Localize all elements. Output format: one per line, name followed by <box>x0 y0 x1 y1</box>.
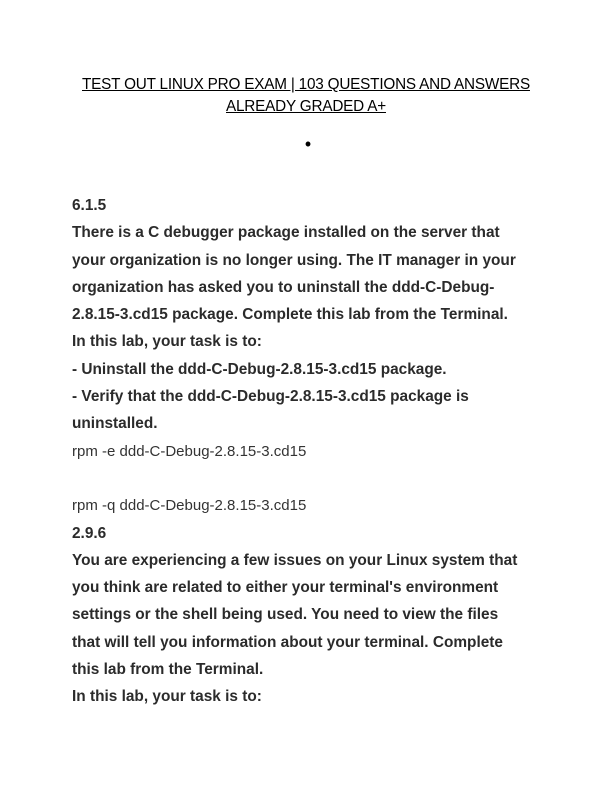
question-text-line: - Verify that the ddd-C-Debug-2.8.15-3.cd15 package is <box>72 388 469 406</box>
question-text-line: There is a C debugger package installed on the server that <box>72 224 500 242</box>
question-text-line: uninstalled. <box>72 415 158 433</box>
question-text-line: settings or the shell being used. You need to view the files <box>72 606 499 624</box>
question-text-line: you think are related to either your terminal's environment <box>72 579 499 597</box>
question-number: 2.9.6 <box>72 524 107 542</box>
document-body <box>72 192 552 711</box>
question-text-line: this lab from the Terminal. <box>72 661 264 679</box>
question-text-line: In this lab, your task is to: <box>72 333 262 351</box>
question-text-line: organization has asked you to uninstall the ddd-C-Debug- <box>72 278 495 296</box>
answer-line: rpm -q ddd-C-Debug-2.8.15-3.cd15 <box>72 497 307 515</box>
question-text-line: In this lab, your task is to: <box>72 688 262 706</box>
answer-line: rpm -e ddd-C-Debug-2.8.15-3.cd15 <box>72 442 307 460</box>
document-title <box>60 74 552 118</box>
question-text-line: that will tell you information about your terminal. Complete <box>72 633 503 651</box>
question-text-line: your organization is no longer using. The IT manager in your <box>72 251 516 269</box>
bullet-mark: • <box>304 134 312 154</box>
question-text-line: - Uninstall the ddd-C-Debug-2.8.15-3.cd15 package. <box>72 360 447 378</box>
question-text-line: 2.8.15-3.cd15 package. Complete this lab from the Terminal. <box>72 306 508 324</box>
title-line-2: ALREADY GRADED A+ <box>226 98 386 115</box>
title-line-1: TEST OUT LINUX PRO EXAM | 103 QUESTIONS AND ANSWERS <box>82 76 530 93</box>
question-number: 6.1.5 <box>72 197 107 214</box>
blank-line <box>72 465 552 492</box>
question-text-line: You are experiencing a few issues on your Linux system that <box>72 551 518 569</box>
